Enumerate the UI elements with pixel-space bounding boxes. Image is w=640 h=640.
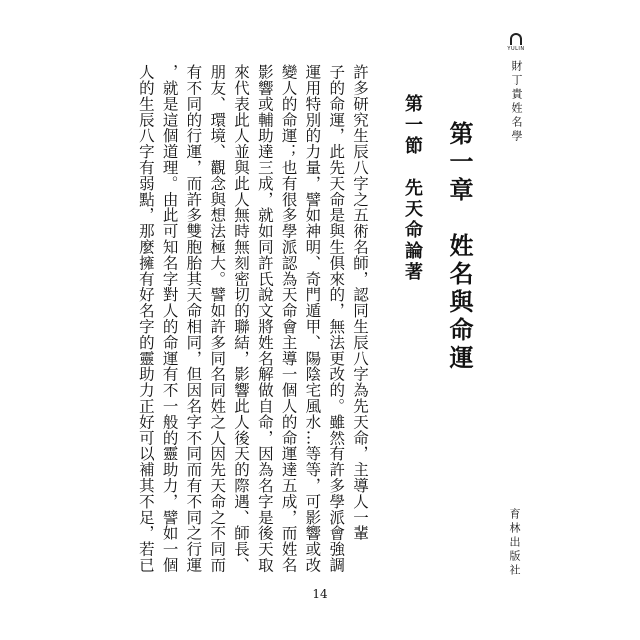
publisher-logo <box>504 33 528 55</box>
text-line: 運用特別的力量，譬如神明、奇門遁甲、陽陰宅風水…等等，可影響或改 <box>303 64 322 573</box>
body-text <box>133 64 386 588</box>
logo-text: YULIN <box>507 46 525 52</box>
text-line: 朋友、環境、觀念與想法極大。譬如許多同名同姓之人因先天命之不同而 <box>208 64 227 573</box>
text-line: 許多研究生辰八字之五術名師，認同生辰八字為先天命，主導人一輩 <box>351 64 369 541</box>
main-text <box>136 64 480 588</box>
text-line: 有不同的行運，而許多雙胞胎其天命相同，但因名字不同而有不同之行運 <box>184 64 203 573</box>
chapter-title: 第一章 姓名與命運 <box>445 121 474 373</box>
section-title: 第一節 先天命論著 <box>402 94 423 283</box>
text-line: 人的生辰八字有弱點，那麼擁有好名字的靈助力正好可以補其不足，若已 <box>136 64 155 573</box>
text-line: ，就是這個道理。由此可知名字對人的命運有不一般的靈助力，譬如一個 <box>160 64 179 573</box>
text-line: 變人的命運；也有很多學派認為天命會主導一個人的命運達五成，而姓名 <box>279 64 298 573</box>
logo-icon <box>510 33 522 45</box>
publisher-name: 育林出版社 <box>508 508 521 578</box>
running-title: 財丁貴姓名學 <box>510 60 523 144</box>
text-line: 影響或輔助達三成，就如同許氏說文將姓名解做自命，因為名字是後天取 <box>255 64 274 573</box>
page-number: 14 <box>312 587 328 601</box>
text-line: 來代表此人並與此人無時無刻密切的聯結，影響此人後天的際遇、師長、 <box>232 64 251 573</box>
text-line: 子的命運，此先天命是與生俱來的，無法更改的。雖然有許多學派會強調 <box>327 64 346 573</box>
